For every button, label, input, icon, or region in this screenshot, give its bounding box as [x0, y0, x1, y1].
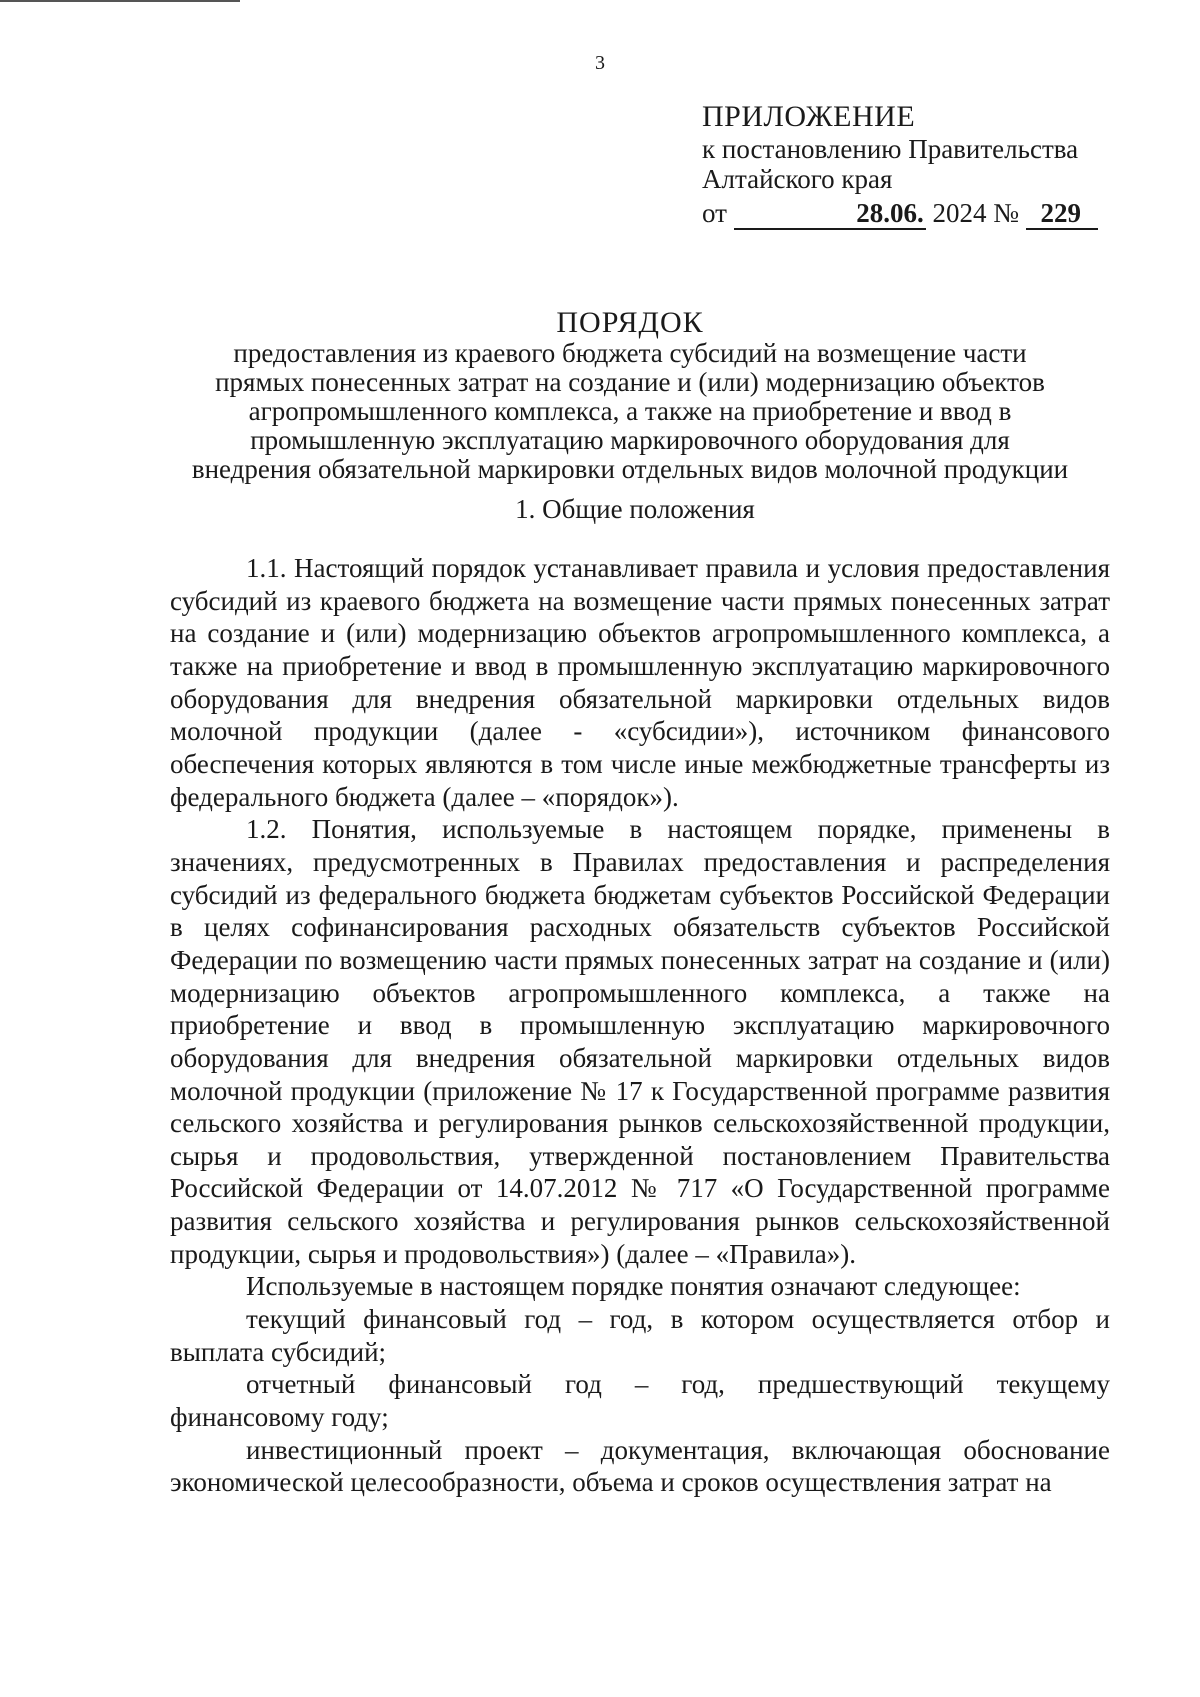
- appendix-line-2: Алтайского края: [702, 163, 893, 194]
- date-prefix: от: [702, 198, 727, 229]
- year-part: 2024 №: [932, 198, 1019, 229]
- document-body: [170, 552, 1110, 1499]
- paragraph: 1.1. Настоящий порядок устанавливает правила и условия предоставления субсидий из краевого бюджета на возмещение части прямых понесенных затрат на создание и (или) модернизацию объектов агропромышленного комплекса, а также на приобретение и ввод в промышленную эксплуатацию маркировочного оборудования для внедрения обязательной маркировки отдельных видов молочной продукции (далее - «субсидии»), источником финансового обеспечения которых являются в том числе иные межбюджетные трансферты из федерального бюджета (далее – «порядок»).: [170, 553, 1110, 812]
- paragraph: инвестиционный проект – документация, включающая обоснование экономической целесообразности, объема и сроков осуществления затрат на: [170, 1434, 1110, 1498]
- paragraph: отчетный финансовый год – год, предшествующий текущему финансовому году;: [170, 1369, 1110, 1433]
- paragraph: 1.2. Понятия, используемые в настоящем порядке, применены в значениях, предусмотренных в Правилах предоставления и распределения субсидий из федерального бюджета бюджетам субъектов Российской Федерации в целях софинансирования расходных обязательств субъектов Российской Федерации по возмещению части прямых понесенных затрат на создание и (или) модернизацию объектов агропромышленного комплекса, а также на приобретение и ввод в промышленную эксплуатацию маркировочного оборудования для внедрения обязательной маркировки отдельных видов молочной продукции (приложение № 17 к Государственной программе развития сельского хозяйства и регулирования рынков сельскохозяйственной продукции, сырья и продовольствия, утвержденной постановлением Правительства Российской Федерации от 14.07.2012 № 717 «О Государственной программе развития сельского хозяйства и регулирования рынков сельскохозяйственной продукции, сырья и продовольствия») (далее – «Правила»).: [170, 814, 1110, 1269]
- scan-edge-line: [0, 0, 240, 2]
- appendix-block: [702, 100, 1142, 230]
- document-title-block: [150, 306, 1110, 483]
- date-value: 28.06.: [734, 198, 926, 230]
- document-subtitle-line: предоставления из краевого бюджета субсидий на возмещение части: [233, 338, 1027, 368]
- section-heading: 1. Общие положения: [515, 494, 755, 524]
- document-subtitle-line: агропромышленного комплекса, а также на приобретение и ввод в: [248, 395, 1012, 426]
- document-subtitle-line: промышленную эксплуатацию маркировочного оборудования для: [250, 424, 1010, 455]
- document-title: ПОРЯДОК: [556, 306, 704, 339]
- appendix-date-line: [702, 198, 1142, 230]
- document-number: 229: [1026, 198, 1098, 230]
- document-subtitle-line: внедрения обязательной маркировки отдельных видов молочной продукции: [191, 453, 1069, 484]
- appendix-title: ПРИЛОЖЕНИЕ: [702, 100, 916, 133]
- appendix-line-1: к постановлению Правительства: [702, 133, 1079, 164]
- page-number: 3: [595, 52, 605, 74]
- paragraph: текущий финансовый год – год, в котором осуществляется отбор и выплата субсидий;: [170, 1304, 1110, 1367]
- paragraph: Используемые в настоящем порядке понятия означают следующее:: [246, 1271, 1021, 1302]
- document-subtitle-line: прямых понесенных затрат на создание и (или) модернизацию объектов: [215, 366, 1045, 397]
